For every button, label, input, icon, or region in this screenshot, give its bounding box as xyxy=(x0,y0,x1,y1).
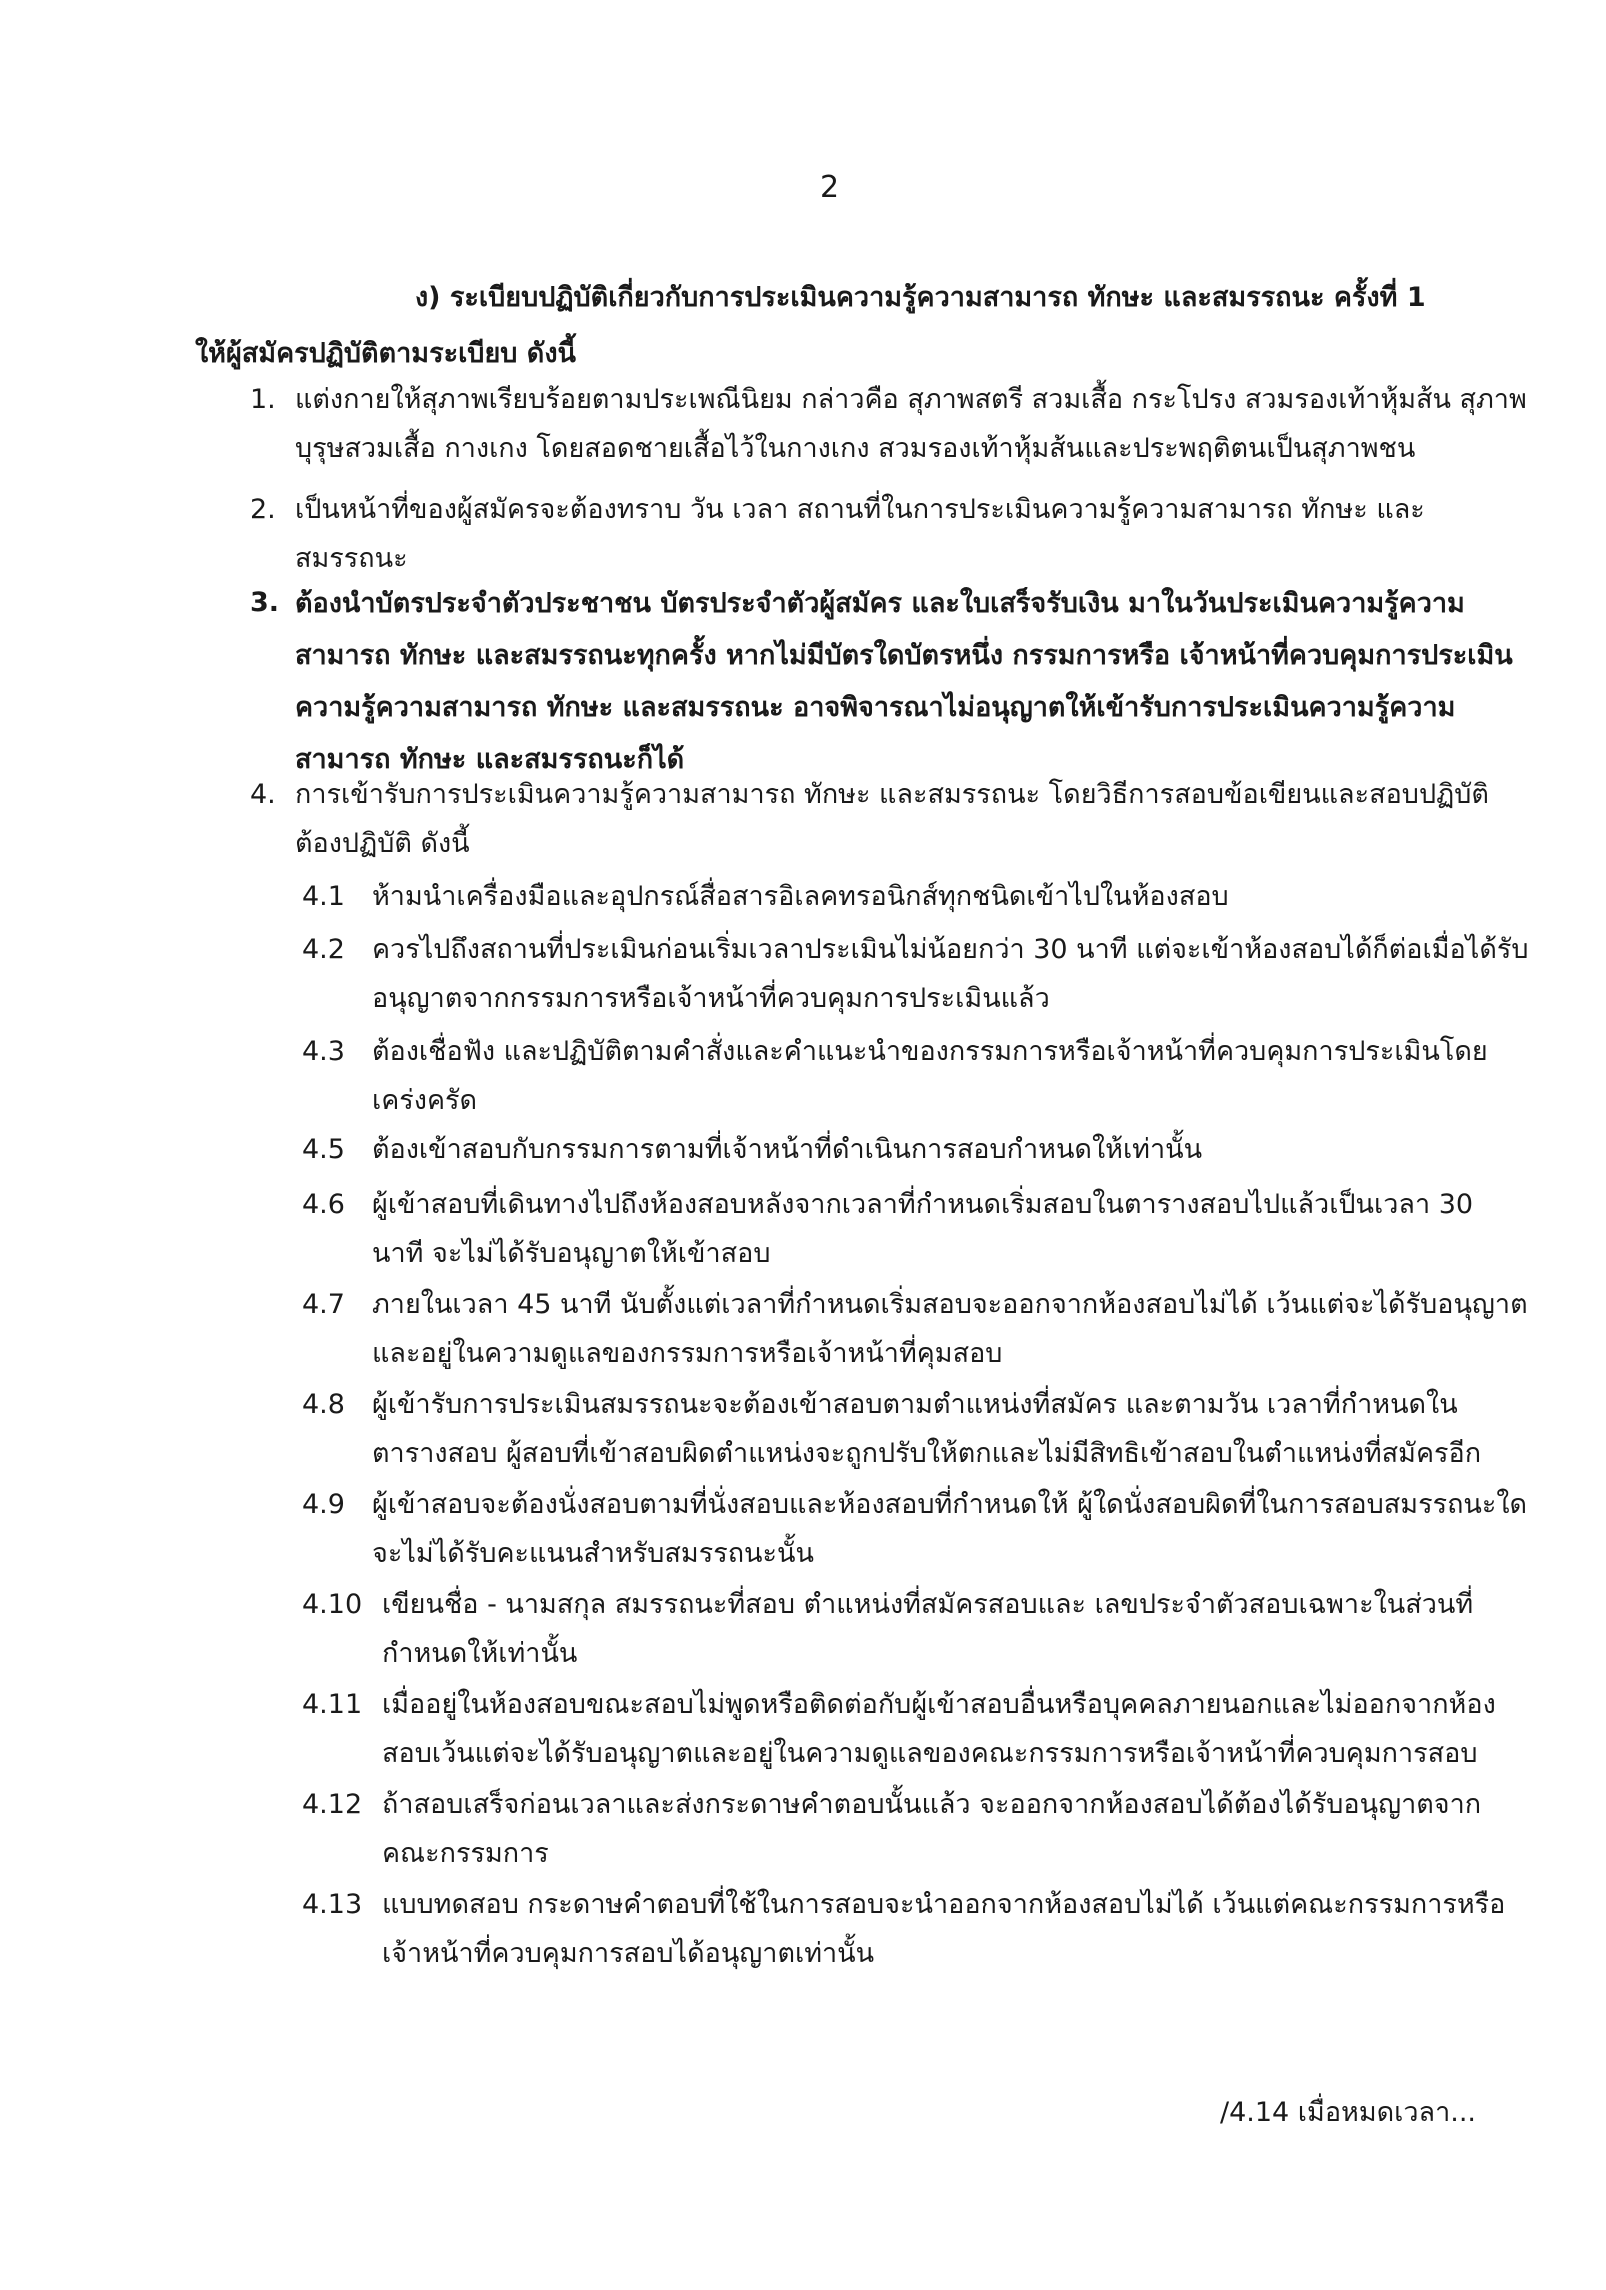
sub-item-text: เมื่ออยู่ในห้องสอบขณะสอบไม่พูดหรือติดต่อกับผู้เข้าสอบอื่นหรือบุคคลภายนอกและไม่ออกจากห้องสอบเว้นแต่จะได้รับอนุญาตและอยู่ในความดูแลของคณะกรรมการหรือเจ้าหน้าที่ควบคุมการสอบ xyxy=(382,1689,1496,1769)
sub-item-text: แบบทดสอบ กระดาษคำตอบที่ใช้ในการสอบจะนำออกจากห้องสอบไม่ได้ เว้นแต่คณะกรรมการหรือเจ้าหน้าที่ควบคุมการสอบได้อนุญาตเท่านั้น xyxy=(382,1889,1506,1969)
sub-item-number: 4.13 xyxy=(302,1889,363,1920)
item-number: 3. xyxy=(250,587,280,618)
sub-item-number: 4.6 xyxy=(302,1189,345,1220)
section-heading xyxy=(195,270,1525,382)
sub-item-number: 4.11 xyxy=(302,1689,363,1720)
sub-item-text: ห้ามนำเครื่องมือและอุปกรณ์สื่อสารอิเลคทรอนิกส์ทุกชนิดเข้าไปในห้องสอบ xyxy=(372,881,1229,912)
item-text: แต่งกายให้สุภาพเรียบร้อยตามประเพณีนิยม กล่าวคือ สุภาพสตรี สวมเสื้อ กระโปรง สวมรองเท้าหุ้มส้น สุภาพบุรุษสวมเสื้อ กางเกง โดยสอดชายเสื้อไว้ในกางเกง สวมรองเท้าหุ้มส้นและประพฤติตนเป็นสุภาพชน xyxy=(295,384,1527,464)
item-text: ต้องนำบัตรประจำตัวประชาชน บัตรประจำตัวผู้สมัคร และใบเสร็จรับเงิน มาในวันประเมินความรู้ความสามารถ ทักษะ และสมรรถนะทุกครั้ง หากไม่มีบัตรใดบัตรหนึ่ง กรรมการหรือ เจ้าหน้าที่ควบคุมการประเมินความรู้ความสามารถ ทักษะ และสมรรถนะ อาจพิจารณาไม่อนุญาตให้เข้ารับการประเมินความรู้ความสามารถ ทักษะ และสมรรถนะก็ได้ xyxy=(295,588,1513,775)
sub-item-text: ถ้าสอบเสร็จก่อนเวลาและส่งกระดาษคำตอบนั้นแล้ว จะออกจากห้องสอบได้ต้องได้รับอนุญาตจากคณะกรรมการ xyxy=(382,1789,1482,1869)
sub-item-number: 4.1 xyxy=(302,881,345,912)
sub-item-text: ต้องเชื่อฟัง และปฏิบัติตามคำสั่งและคำแนะนำของกรรมการหรือเจ้าหน้าที่ควบคุมการประเมินโดยเคร่งครัด xyxy=(372,1036,1488,1116)
sub-item-number: 4.5 xyxy=(302,1134,345,1165)
item-number: 4. xyxy=(250,779,276,810)
sub-item-text: ควรไปถึงสถานที่ประเมินก่อนเริ่มเวลาประเมินไม่น้อยกว่า 30 นาที แต่จะเข้าห้องสอบได้ก็ต่อเมื่อได้รับอนุญาตจากกรรมการหรือเจ้าหน้าที่ควบคุมการประเมินแล้ว xyxy=(372,934,1529,1014)
sub-item-text: ผู้เข้าสอบจะต้องนั่งสอบตามที่นั่งสอบและห้องสอบที่กำหนดให้ ผู้ใดนั่งสอบผิดที่ในการสอบสมรรถนะใด จะไม่ได้รับคะแนนสำหรับสมรรถนะนั้น xyxy=(372,1489,1528,1569)
sub-item-text: ภายในเวลา 45 นาที นับตั้งแต่เวลาที่กำหนดเริ่มสอบจะออกจากห้องสอบไม่ได้ เว้นแต่จะได้รับอนุญาต และอยู่ในความดูแลของกรรมการหรือเจ้าหน้าที่คุมสอบ xyxy=(372,1289,1528,1369)
sub-item-number: 4.9 xyxy=(302,1489,345,1520)
item-text: เป็นหน้าที่ของผู้สมัครจะต้องทราบ วัน เวลา สถานที่ในการประเมินความรู้ความสามารถ ทักษะ และสมรรถนะ xyxy=(295,494,1425,574)
item-text: การเข้ารับการประเมินความรู้ความสามารถ ทักษะ และสมรรถนะ โดยวิธีการสอบข้อเขียนและสอบปฏิบัติ ต้องปฏิบัติ ดังนี้ xyxy=(295,779,1489,859)
sub-item-number: 4.7 xyxy=(302,1289,345,1320)
heading-line-1: ง) ระเบียบปฏิบัติเกี่ยวกับการประเมินความรู้ความสามารถ ทักษะ และสมรรถนะ ครั้งที่ 1 xyxy=(415,282,1426,313)
sub-item-number: 4.8 xyxy=(302,1389,345,1420)
sub-item-text: เขียนชื่อ - นามสกุล สมรรถนะที่สอบ ตำแหน่งที่สมัครสอบและ เลขประจำตัวสอบเฉพาะในส่วนที่กำหนดให้เท่านั้น xyxy=(382,1589,1474,1669)
sub-item-text: ผู้เข้ารับการประเมินสมรรถนะจะต้องเข้าสอบตามตำแหน่งที่สมัคร และตามวัน เวลาที่กำหนดในตารางสอบ ผู้สอบที่เข้าสอบผิดตำแหน่งจะถูกปรับให้ตกและไม่มีสิทธิเข้าสอบในตำแหน่งที่สมัครอีก xyxy=(372,1389,1482,1469)
item-number: 2. xyxy=(250,494,276,525)
sub-item-number: 4.3 xyxy=(302,1036,345,1067)
sub-item-number: 4.2 xyxy=(302,934,345,965)
continuation-footer: /4.14 เมื่อหมดเวลา... xyxy=(1220,2097,1477,2128)
sub-item-number: 4.12 xyxy=(302,1789,363,1820)
sub-item-text: ต้องเข้าสอบกับกรรมการตามที่เจ้าหน้าที่ดำเนินการสอบกำหนดให้เท่านั้น xyxy=(372,1134,1203,1165)
sub-item-number: 4.10 xyxy=(302,1589,363,1620)
sub-item-text: ผู้เข้าสอบที่เดินทางไปถึงห้องสอบหลังจากเวลาที่กำหนดเริ่มสอบในตารางสอบไปแล้วเป็นเวลา 30 นาที จะไม่ได้รับอนุญาตให้เข้าสอบ xyxy=(372,1189,1474,1269)
item-number: 1. xyxy=(250,384,276,415)
heading-line-2: ให้ผู้สมัครปฏิบัติตามระเบียบ ดังนี้ xyxy=(195,338,576,369)
page-number: 2 xyxy=(820,170,840,205)
